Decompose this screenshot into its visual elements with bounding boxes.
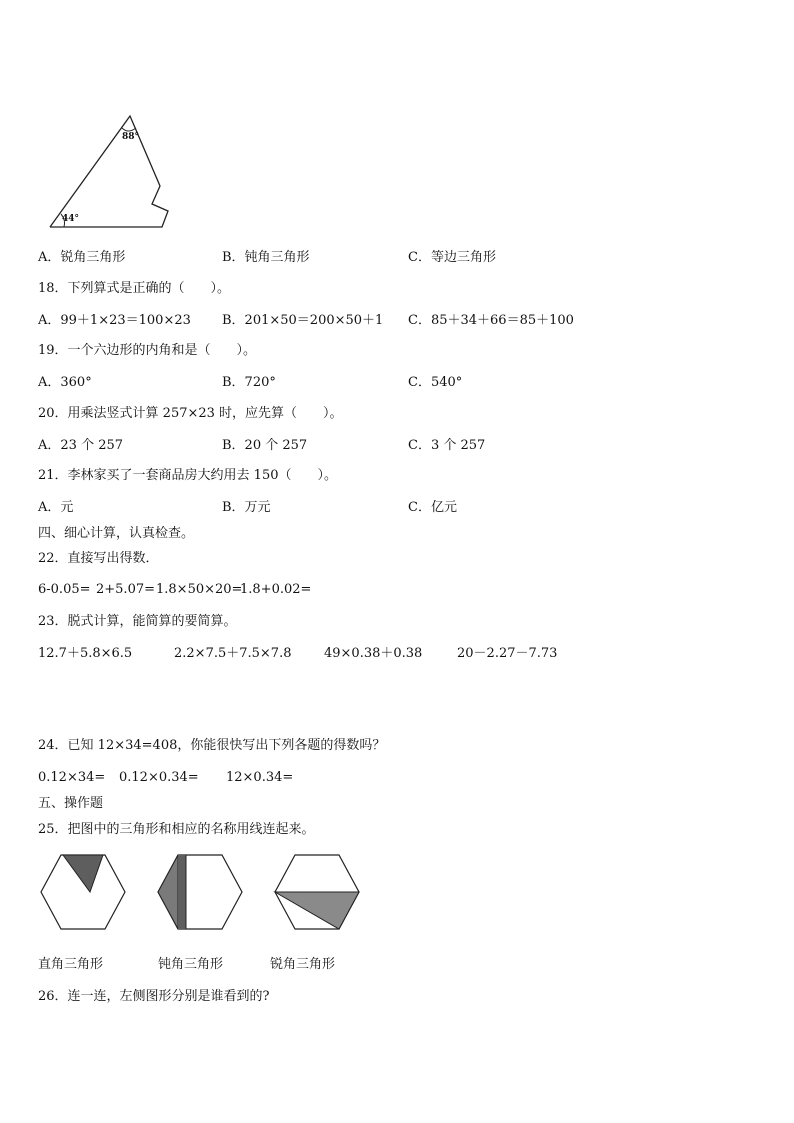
triangle-figure (40, 108, 180, 238)
q18-option-c: C．85＋34＋66＝85＋100 (408, 313, 574, 328)
q20-text: 20．用乘法竖式计算 257×23 时，应先算（ ）。 (38, 406, 343, 421)
q19-text: 19．一个六边形的内角和是（ ）。 (38, 343, 257, 358)
hexagon-right-triangle-figure (40, 854, 126, 930)
shaded-triangle-inner (178, 855, 186, 929)
q23-item-2: 2.2×7.5＋7.5×7.8 (174, 646, 292, 661)
q21-option-b: B．万元 (222, 500, 271, 515)
q24-item-1: 0.12×34= (38, 770, 106, 785)
q22-item-2: 2+5.07= (96, 582, 156, 597)
q21-text: 21．李林家买了一套商品房大约用去 150（ ）。 (38, 468, 337, 483)
q23-item-4: 20－2.27－7.73 (457, 646, 558, 661)
q23-item-3: 49×0.38＋0.38 (324, 646, 423, 661)
q22-text: 22．直接写出得数． (38, 551, 159, 566)
q22-item-3: 1.8×50×20= (156, 582, 243, 597)
q18-text: 18．下列算式是正确的（ ）。 (38, 281, 231, 296)
q17-option-c: C．等边三角形 (408, 250, 496, 265)
shaded-triangle (158, 855, 178, 929)
q23-item-1: 12.7＋5.8×6.5 (38, 646, 133, 661)
q24-item-3: 12×0.34= (226, 770, 294, 785)
q17-option-b: B．钝角三角形 (222, 250, 310, 265)
q25-label-right-triangle: 直角三角形 (38, 957, 104, 972)
angle-label-bottom: 44° (62, 214, 80, 224)
q20-option-a: A．23 个 257 (38, 438, 124, 453)
q19-option-b: B．720° (222, 375, 276, 390)
q20-option-c: C．3 个 257 (408, 438, 486, 453)
q19-option-a: A．360° (38, 375, 92, 390)
section-5-title: 五、操作题 (38, 796, 104, 811)
q26-text: 26．连一连，左侧图形分别是谁看到的? (38, 989, 270, 1004)
q17-option-a: A．锐角三角形 (38, 250, 126, 265)
q23-text: 23．脱式计算，能简算的要简算。 (38, 614, 237, 629)
q24-item-2: 0.12×0.34= (119, 770, 199, 785)
q25-label-acute-triangle: 锐角三角形 (270, 957, 336, 972)
hexagon-acute-triangle-figure (274, 854, 360, 930)
q19-option-c: C．540° (408, 375, 463, 390)
q21-option-a: A．元 (38, 500, 74, 515)
q25-text: 25．把图中的三角形和相应的名称用线连起来。 (38, 822, 315, 837)
hexagon-obtuse-triangle-figure (157, 854, 243, 930)
q18-option-a: A．99＋1×23＝100×23 (38, 313, 191, 328)
angle-label-top: 88° (122, 132, 140, 142)
q22-item-1: 6-0.05= (38, 582, 91, 597)
q20-option-b: B．20 个 257 (222, 438, 308, 453)
q24-text: 24．已知 12×34=408，你能很快写出下列各题的得数吗？ (38, 738, 386, 753)
q18-option-b: B．201×50＝200×50＋1 (222, 313, 384, 328)
q25-label-obtuse-triangle: 钝角三角形 (158, 957, 224, 972)
q21-option-c: C．亿元 (408, 500, 457, 515)
q22-item-4: 1.8+0.02= (240, 582, 312, 597)
section-4-title: 四、细心计算，认真检查。 (38, 526, 195, 541)
